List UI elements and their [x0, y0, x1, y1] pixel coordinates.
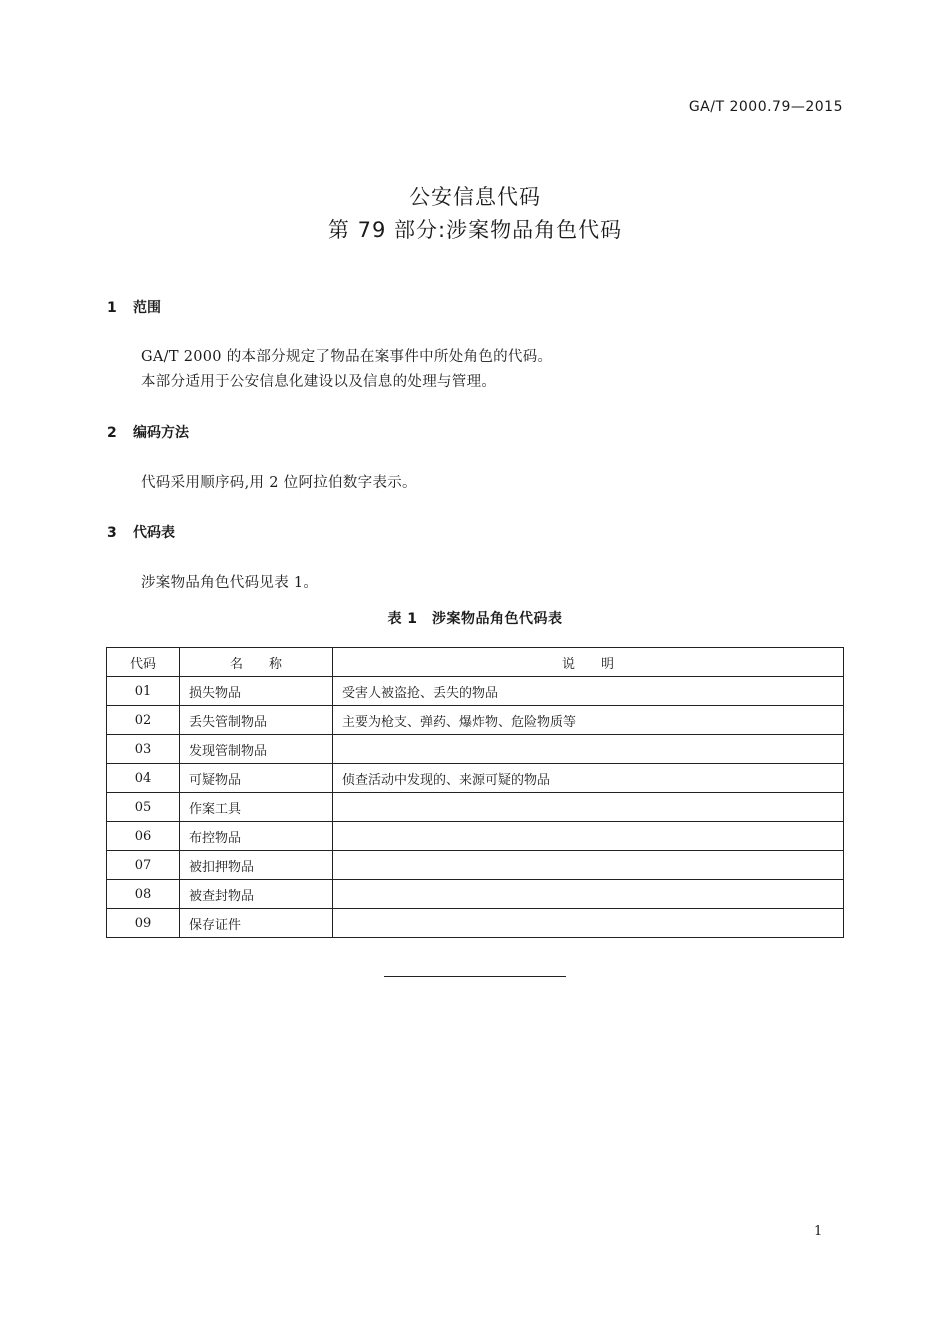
cell-code: 03 — [107, 735, 180, 764]
table-row — [107, 851, 844, 880]
section-title: 范围 — [133, 300, 161, 316]
header-description: 说 明 — [333, 648, 844, 677]
cell-name: 保存证件 — [180, 909, 333, 938]
cell-code: 08 — [107, 880, 180, 909]
document-subtitle: 第 79 部分:涉案物品角色代码 — [327, 218, 623, 242]
cell-name: 被扣押物品 — [180, 851, 333, 880]
document-title: 公安信息代码 — [409, 185, 541, 209]
table-row — [107, 880, 844, 909]
cell-code: 02 — [107, 706, 180, 735]
code-table — [106, 647, 844, 938]
table-row — [107, 764, 844, 793]
cell-name: 发现管制物品 — [180, 735, 333, 764]
standard-code: GA/T 2000.79—2015 — [688, 99, 843, 115]
section-title: 编码方法 — [133, 425, 189, 441]
cell-code: 04 — [107, 764, 180, 793]
section-number: 1 — [107, 300, 117, 316]
cell-description — [333, 793, 844, 822]
table-row — [107, 677, 844, 706]
cell-description: 受害人被盗抢、丢失的物品 — [333, 677, 844, 706]
table-row — [107, 793, 844, 822]
page-number: 1 — [814, 1224, 823, 1239]
cell-code: 06 — [107, 822, 180, 851]
table-row — [107, 706, 844, 735]
cell-code: 09 — [107, 909, 180, 938]
section-heading-coding-method — [107, 422, 189, 442]
table-header-row — [107, 648, 844, 677]
section-heading-code-table — [107, 522, 175, 542]
cell-name: 被查封物品 — [180, 880, 333, 909]
cell-name: 损失物品 — [180, 677, 333, 706]
cell-description — [333, 822, 844, 851]
table-row — [107, 822, 844, 851]
cell-description: 主要为枪支、弹药、爆炸物、危险物质等 — [333, 706, 844, 735]
table-row — [107, 909, 844, 938]
cell-code: 05 — [107, 793, 180, 822]
cell-name: 布控物品 — [180, 822, 333, 851]
header-name: 名 称 — [180, 648, 333, 677]
header-code: 代码 — [107, 648, 180, 677]
cell-code: 07 — [107, 851, 180, 880]
cell-code: 01 — [107, 677, 180, 706]
table-caption: 表 1 涉案物品角色代码表 — [387, 611, 563, 627]
cell-description — [333, 909, 844, 938]
paragraph: 代码采用顺序码,用 2 位阿拉伯数字表示。 — [141, 475, 417, 491]
paragraph: 涉案物品角色代码见表 1。 — [141, 575, 319, 591]
section-heading-scope — [107, 297, 161, 317]
section-number: 2 — [107, 425, 117, 441]
cell-description — [333, 851, 844, 880]
cell-description — [333, 735, 844, 764]
paragraph: GA/T 2000 的本部分规定了物品在案事件中所处角色的代码。 — [141, 349, 553, 365]
cell-name: 丢失管制物品 — [180, 706, 333, 735]
cell-description — [333, 880, 844, 909]
paragraph: 本部分适用于公安信息化建设以及信息的处理与管理。 — [141, 374, 497, 390]
end-of-document-rule — [384, 976, 566, 977]
table-row — [107, 735, 844, 764]
section-number: 3 — [107, 525, 117, 541]
cell-name: 作案工具 — [180, 793, 333, 822]
cell-name: 可疑物品 — [180, 764, 333, 793]
cell-description: 侦查活动中发现的、来源可疑的物品 — [333, 764, 844, 793]
section-title: 代码表 — [133, 525, 175, 541]
